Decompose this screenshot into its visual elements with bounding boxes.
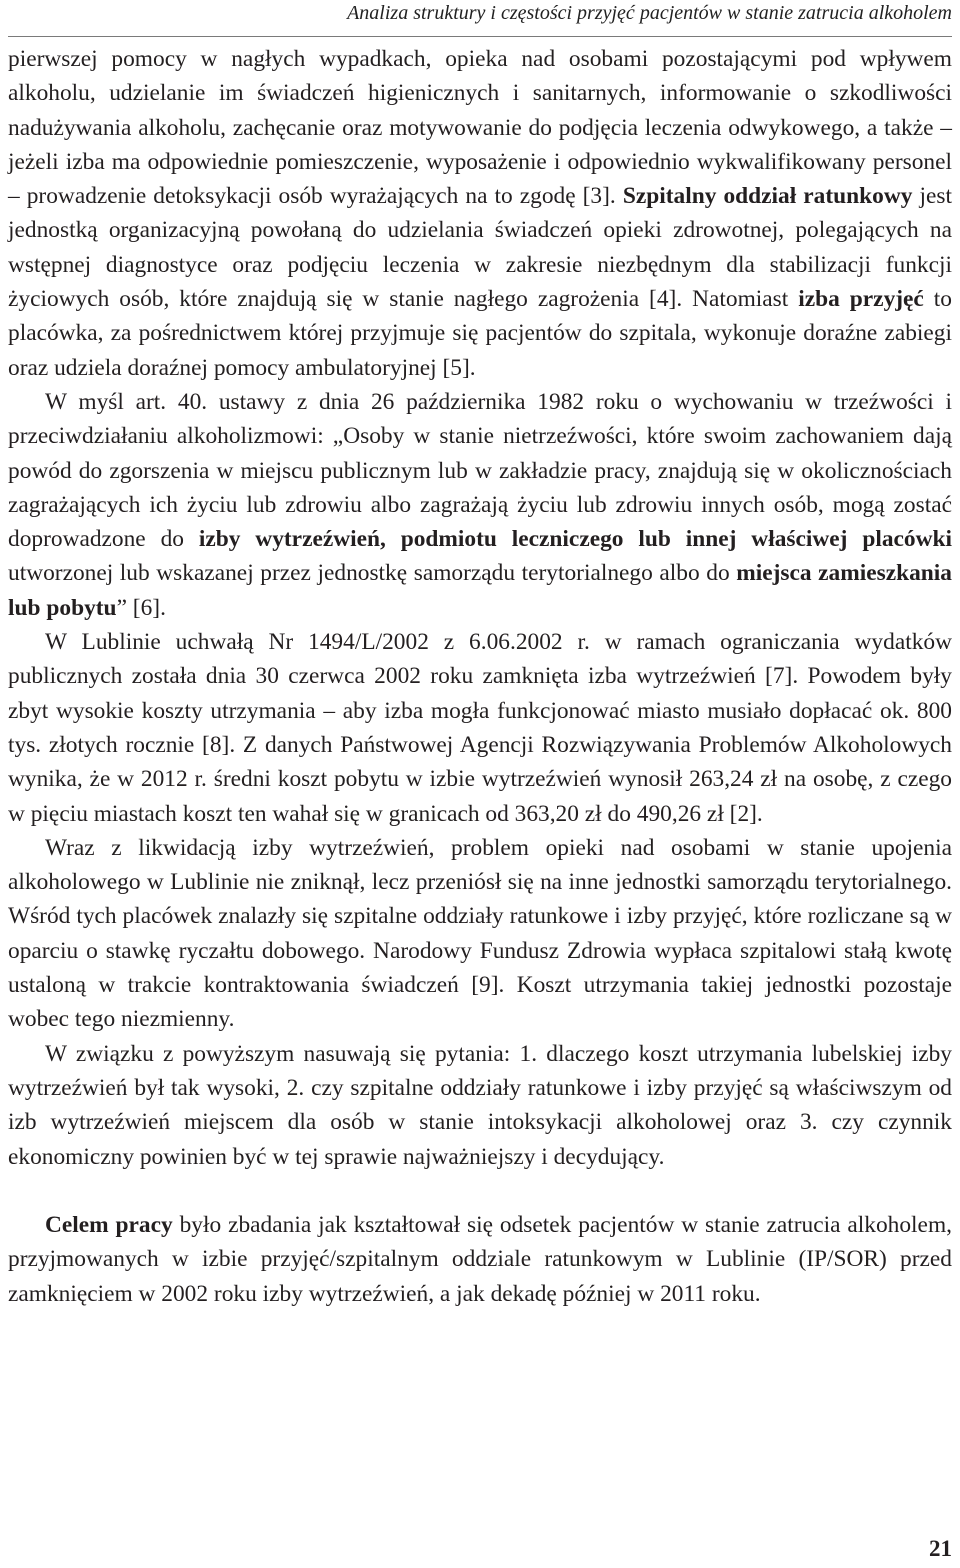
bold-term-celem-pracy: Celem pracy <box>45 1212 173 1239</box>
bold-term-izba-przyjec: izba przyjęć <box>798 286 924 313</box>
paragraph-5: W związku z powyższym nasuwają się pytania: 1. dlaczego koszt utrzymania lubelskiej izby wytrzeźwień był tak wysoki, 2. czy szpitalne oddziały ratunkowe i izby przyjęć są właściwszym od izb wytrzeźwień miejscem dla osób w stanie intoksykacji alkoholowej oraz 3. czy czynnik ekonomiczny powinien być w tej sprawie najważniejszy i decydujący. <box>8 1040 952 1170</box>
paragraph-4: Wraz z likwidacją izby wytrzeźwień, problem opieki nad osobami w stanie upojenia alkoholowego w Lublinie nie zniknął, lecz przeniósł się na inne jednostki samorządu terytorialnego. Wśród tych placówek znalazły się szpitalne oddziały ratunkowe i izby przyjęć, które rozliczane są w oparciu o stawkę ryczałtu dobowego. Narodowy Fundusz Zdrowia wypłaca szpitalowi stałą kwotę ustaloną w trakcie kontraktowania świadczeń [9]. Koszt utrzymania takiej jednostki pozostaje wobec tego niezmienny. <box>8 834 952 1033</box>
paragraph-spacer <box>8 1174 952 1208</box>
text-run: było zbadania jak kształtował się odsetek pacjentów w stanie zatrucia alkoholem, przyjmowanych w izbie przyjęć/szpitalnym oddziale ratunkowym w Lublinie (IP/SOR) przed zamknięciem w 2002 roku izby wytrzeźwień, a jak dekadę później w 2011 roku. <box>8 1212 952 1307</box>
text-run: utworzonej lub wskazanej przez jednostkę samorządu terytorialnego albo do <box>8 560 737 587</box>
page-number: 21 <box>929 1536 952 1561</box>
bold-term-izby-wytrzezwien: izby wytrzeźwień, podmiotu leczniczego lub innej właściwej placówki <box>198 526 952 553</box>
running-header: Analiza struktury i częstości przyjęć pacjentów w stanie zatrucia alkoholem <box>347 2 952 24</box>
paragraph-1 <box>8 42 952 385</box>
paragraph-2 <box>8 385 952 625</box>
text-run: ” [6]. <box>116 594 166 621</box>
body-text <box>8 42 952 1311</box>
paragraph-6 <box>8 1208 952 1311</box>
header-rule <box>8 36 952 37</box>
bold-term-miejsca-zamieszkania: miejsca zamieszkania lub pobytu <box>8 560 952 621</box>
paragraph-3: W Lublinie uchwałą Nr 1494/L/2002 z 6.06.2002 r. w ramach ograniczania wydatków publicznych została dnia 30 czerwca 2002 roku zamknięta izba wytrzeźwień [7]. Powodem były zbyt wysokie koszty utrzymania – aby izba mogła funkcjonować miasto musiało dopłacać ok. 800 tys. złotych rocznie [8]. Z danych Państwowej Agencji Rozwiązywania Problemów Alkoholowych wynika, że w 2012 r. średni koszt pobytu w izbie wytrzeźwień wynosił 263,24 zł na osobę, z czego w pięciu miastach koszt ten wahał się w granicach od 363,20 zł do 490,26 zł [2]. <box>8 629 952 827</box>
text-run: W myśl art. 40. ustawy z dnia 26 października 1982 roku o wychowaniu w trzeźwości i przeciwdziałaniu alkoholizmowi: „Osoby w stanie nietrzeźwości, które swoim zachowaniem dają powód do zgorszenia w miejscu publicznym lub w zakładzie pracy, znajdują się w okolicznościach zagrażających ich życiu lub zdrowiu albo zagrażają życiu lub zdrowiu innych osób, mogą zostać doprowadzone do <box>8 388 952 553</box>
text-run: pierwszej pomocy w nagłych wypadkach, opieka nad osobami pozostającymi pod wpływem alkoholu, udzielanie im świadczeń higienicznych i sanitarnych, informowanie o szkodliwości nadużywania alkoholu, zachęcanie oraz motywowanie do podjęcia leczenia odwykowego, a także – jeżeli izba ma odpowiednie pomieszczenie, wyposażenie i odpowiednio wykwalifikowany personel – prowadzenie detoksykacji osób wyrażających na to zgodę [3]. <box>8 46 952 210</box>
text-run: jest jednostką organizacyjną powołaną do udzielania świadczeń opieki zdrowotnej, polegających na wstępnej diagnostyce oraz podjęciu leczenia w zakresie niezbędnym dla stabilizacji funkcji życiowych osób, które znajdują się w stanie nagłego zagrożenia [4]. Natomiast <box>8 183 952 313</box>
text-run: to placówka, za pośrednictwem której przyjmuje się pacjentów do szpitala, wykonuje doraźne zabiegi oraz udziela doraźnej pomocy ambulatoryjnej [5]. <box>8 286 952 381</box>
bold-term-sor: Szpitalny oddział ratunkowy <box>622 183 913 210</box>
